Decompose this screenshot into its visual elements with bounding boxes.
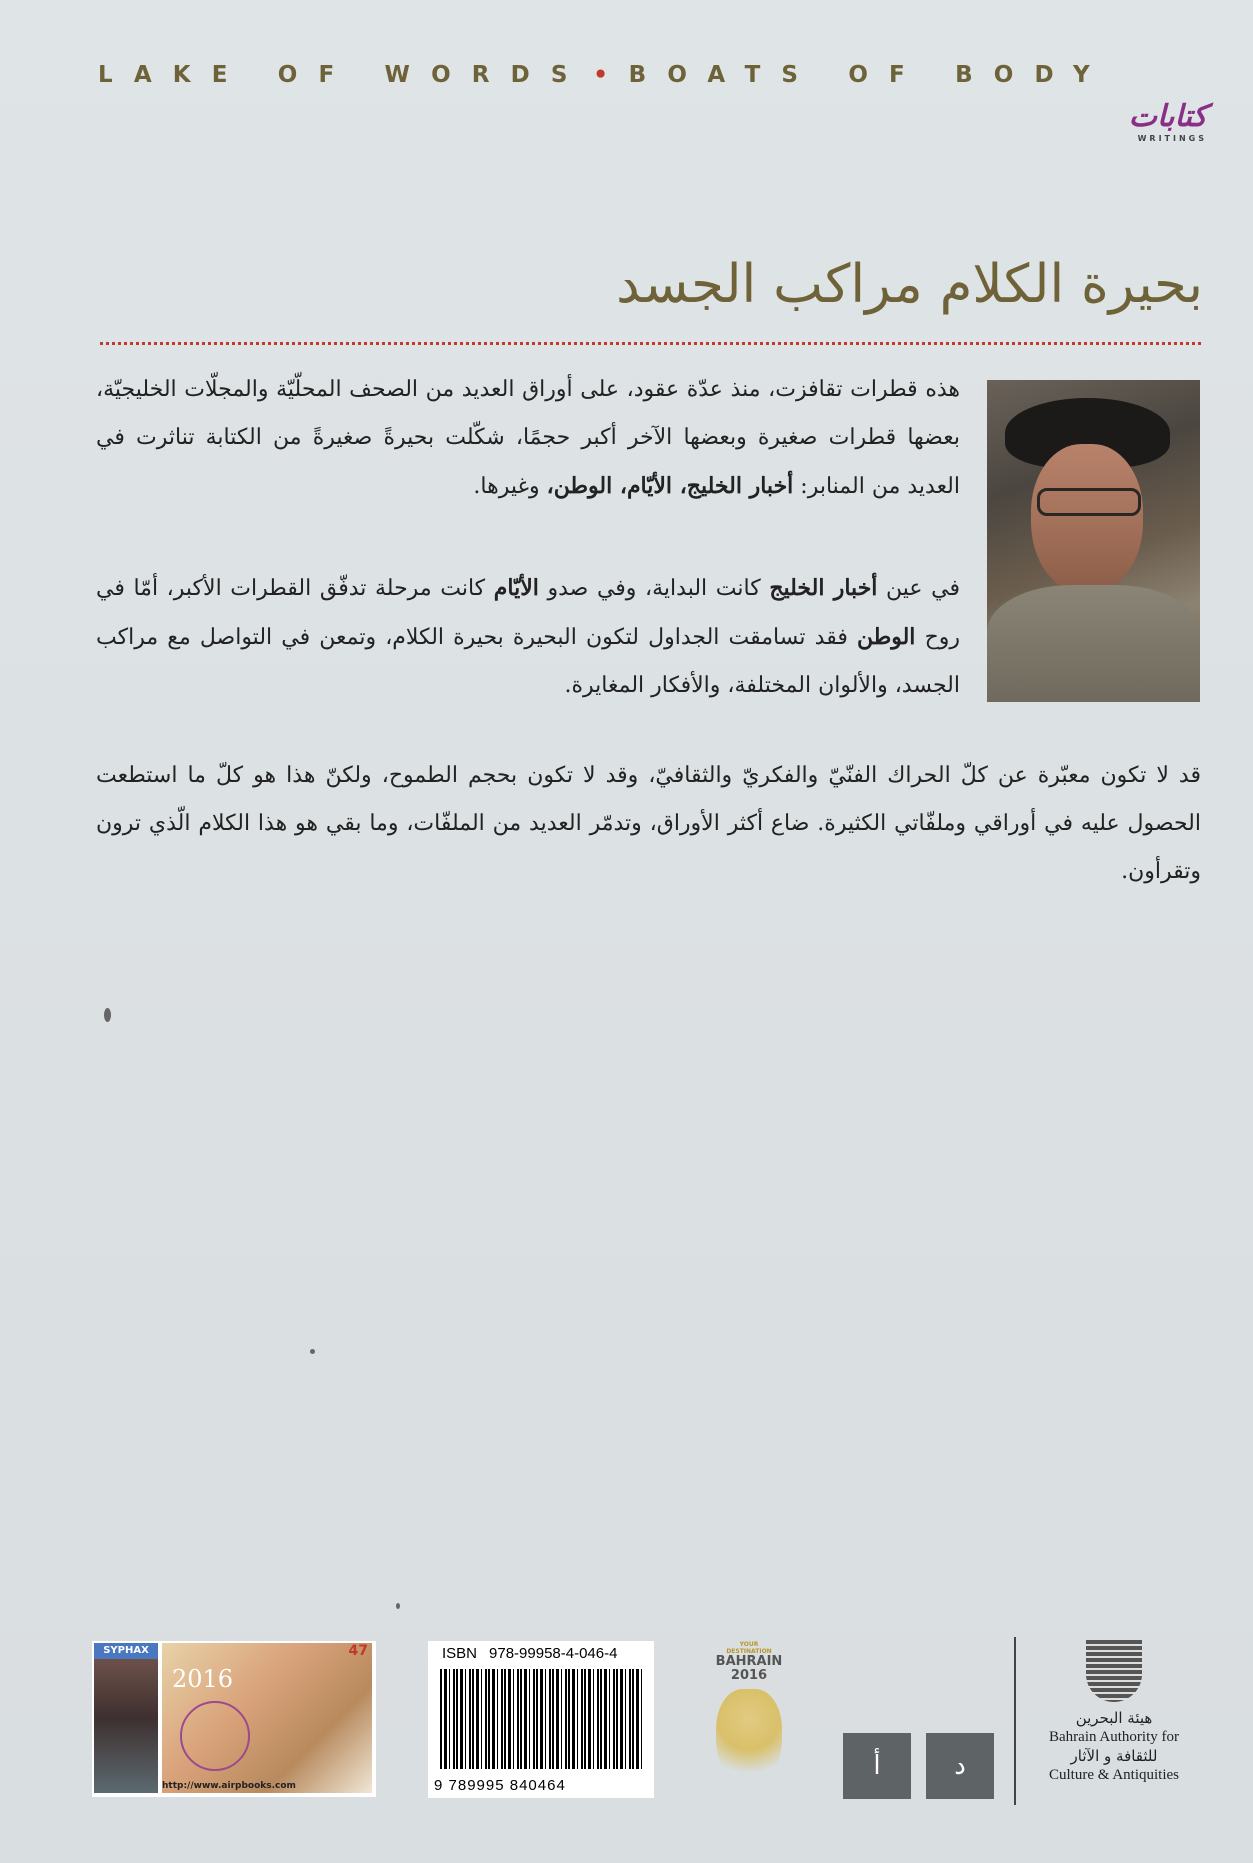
barcode-bars [440, 1669, 644, 1769]
isbn-text [442, 1645, 617, 1662]
bahrain-emblem-icon [1086, 1640, 1142, 1702]
p2-part-c: كانت البداية، وفي صدو [547, 576, 761, 601]
isbn-label: ISBN [442, 1645, 478, 1662]
bahrain-2016-logo [694, 1641, 804, 1801]
paragraph-3: قد لا تكون معبّرة عن كلّ الحراك الفنّيّ والفكريّ والثقافيّ، وقد لا تكون بحجم الطموح، ولكنّ هذا هو كلّ ما استطعت الحصول عليه في أوراقي وملفّاتي الكثيرة. ضاع أكثر الأوراق، وتدمّر العديد من الملفّات، وما بقي هو هذا الكلام الّذي ترون وتقرأون. [96, 763, 1201, 884]
distributor-ad-image [162, 1643, 372, 1793]
series-title [98, 62, 1229, 88]
p2-bold-akhbar: أخبار الخليج [769, 575, 878, 601]
distributor-sticker [92, 1641, 376, 1797]
speck-mark [104, 1008, 111, 1022]
authority-name-en-2: Culture & Antiquities [1049, 1767, 1179, 1783]
logo-divider [1014, 1637, 1016, 1805]
bahrain-authority-logo [1024, 1640, 1204, 1784]
paragraph-1-sources: أخبار الخليج، الأيّام، الوطن، [546, 473, 794, 499]
publisher-logo [1128, 99, 1207, 143]
distributor-book-image [94, 1643, 158, 1793]
bahrain-tag-line1: YOUR [739, 1641, 759, 1648]
stamp-seal [180, 1701, 250, 1771]
authority-name-en-1: Bahrain Authority for [1049, 1729, 1179, 1745]
speck-mark [396, 1603, 400, 1609]
p2-part-e: كانت مرحلة تدفّق القطرات الأكبر، أمّا في روح [96, 576, 961, 650]
publisher-logo-square-2: د [926, 1733, 994, 1799]
series-left: LAKE OF WORDS [98, 62, 589, 88]
series-right: BOATS OF BODY [628, 62, 1111, 88]
p2-part-g: فقد تسامقت الجداول لتكون البحيرة بحيرة الكلام، وتمعن في التواصل مع مراكب الجسد، والألوان المختلفة، والأفكار المغايرة. [96, 625, 960, 698]
isbn-barcode [428, 1641, 654, 1798]
glasses-shape [1037, 488, 1141, 516]
speck-mark [310, 1349, 315, 1354]
distributor-url: http://www.airpbooks.com [162, 1781, 296, 1791]
shirt-shape [987, 585, 1200, 702]
paragraph-2 [96, 564, 960, 710]
distributor-label: SYPHAX [94, 1643, 158, 1659]
publisher-name-ar: كتابات [1128, 99, 1207, 134]
p2-part-a: في عين [886, 576, 961, 601]
bahrain-tag-line2: DESTINATION [726, 1648, 772, 1655]
bahrain-calligraphy-mark [716, 1689, 782, 1789]
authority-name-ar-2: للثقافة و الآثار [1070, 1747, 1158, 1765]
title-divider [100, 342, 1201, 345]
barcode-digits: 9 789995 840464 [434, 1777, 566, 1794]
author-photo [987, 380, 1200, 702]
distributor-year: 2016 [172, 1665, 234, 1693]
p2-bold-ayyam: الأيّام [493, 575, 539, 601]
publisher-logo-square-1: أ [843, 1733, 911, 1799]
publisher-name-en: WRITINGS [1137, 134, 1207, 143]
distributor-number: 47 [348, 1643, 368, 1659]
bahrain-year: 2016 [730, 1668, 768, 1683]
paragraph-1-text: هذه قطرات تقافزت، منذ عدّة عقود، على أوراق العديد من الصحف المحلّيّة والمجلّات الخليجيّة، بعضها قطرات صغيرة وبعضها الآخر أكبر حجمًا، شكّلت بحيرةً صغيرةً من الكتابة تناثرت في العديد من المنابر: [96, 377, 960, 499]
paragraph-1 [96, 366, 960, 511]
paragraph-1-ending: وغيرها. [473, 474, 540, 499]
face-shape [1031, 444, 1143, 594]
bahrain-name: BAHRAIN [715, 1654, 783, 1669]
isbn-number: 978-99958-4-046-4 [489, 1645, 618, 1662]
series-separator: • [593, 62, 608, 88]
book-title: بحيرة الكلام مراكب الجسد [616, 254, 1203, 315]
authority-name-ar-1: هيئة البحرين [1075, 1709, 1153, 1727]
p2-bold-watan: الوطن [856, 624, 916, 650]
